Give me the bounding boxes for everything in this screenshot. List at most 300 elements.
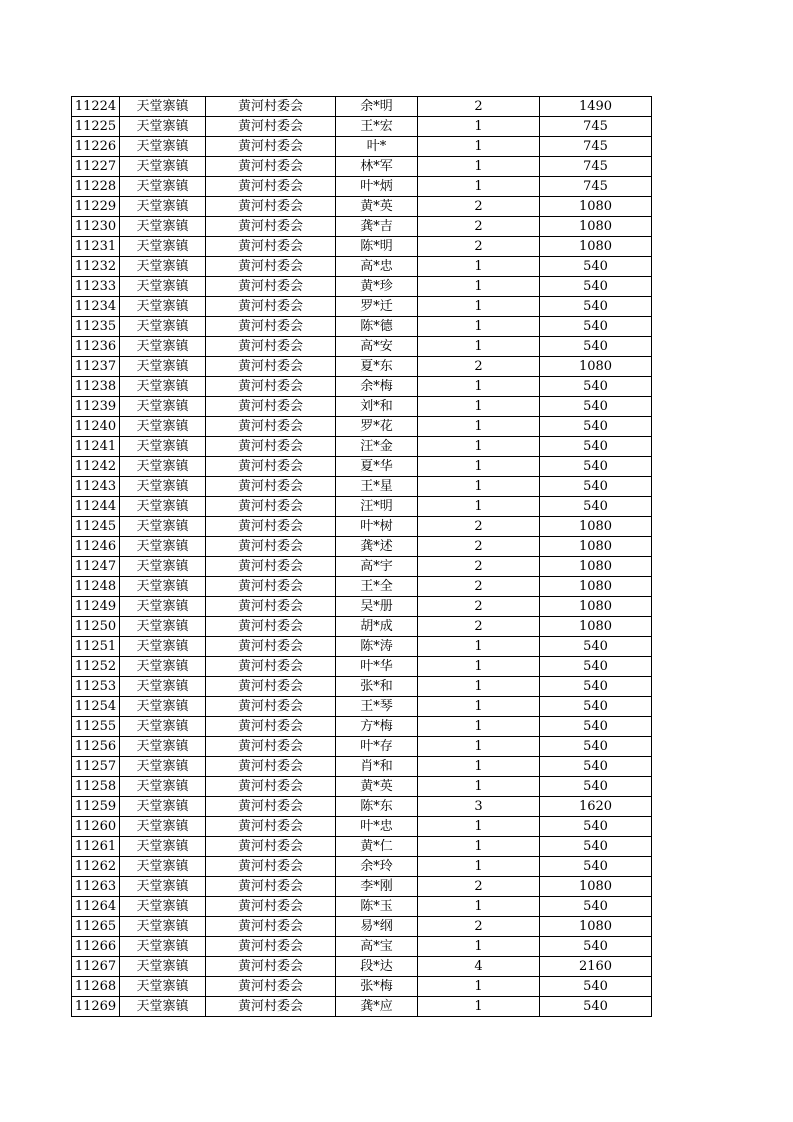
village-cell: 黄河村委会 [206,777,336,797]
amount-cell: 1080 [540,197,652,217]
village-cell: 黄河村委会 [206,497,336,517]
town-cell: 天堂寨镇 [120,977,206,997]
row-id-cell: 11226 [72,137,120,157]
count-cell: 1 [418,497,540,517]
row-id-cell: 11251 [72,637,120,657]
name-cell: 叶*华 [336,657,418,677]
amount-cell: 540 [540,657,652,677]
name-cell: 罗*花 [336,417,418,437]
amount-cell: 540 [540,457,652,477]
table-row [72,677,652,697]
village-cell: 黄河村委会 [206,177,336,197]
row-id-cell: 11250 [72,617,120,637]
row-id-cell: 11255 [72,717,120,737]
table-row [72,597,652,617]
village-cell: 黄河村委会 [206,377,336,397]
count-cell: 1 [418,177,540,197]
table-row [72,497,652,517]
town-cell: 天堂寨镇 [120,317,206,337]
amount-cell: 745 [540,177,652,197]
row-id-cell: 11234 [72,297,120,317]
amount-cell: 1080 [540,357,652,377]
count-cell: 1 [418,297,540,317]
name-cell: 黄*珍 [336,277,418,297]
table-row [72,977,652,997]
village-cell: 黄河村委会 [206,357,336,377]
amount-cell: 540 [540,697,652,717]
amount-cell: 1080 [540,577,652,597]
count-cell: 2 [418,517,540,537]
village-cell: 黄河村委会 [206,877,336,897]
town-cell: 天堂寨镇 [120,637,206,657]
row-id-cell: 11266 [72,937,120,957]
amount-cell: 1490 [540,97,652,117]
town-cell: 天堂寨镇 [120,417,206,437]
town-cell: 天堂寨镇 [120,617,206,637]
amount-cell: 540 [540,997,652,1017]
count-cell: 2 [418,237,540,257]
table-body [72,97,652,1017]
name-cell: 罗*迁 [336,297,418,317]
village-cell: 黄河村委会 [206,237,336,257]
town-cell: 天堂寨镇 [120,837,206,857]
village-cell: 黄河村委会 [206,817,336,837]
amount-cell: 540 [540,297,652,317]
row-id-cell: 11269 [72,997,120,1017]
name-cell: 陈*涛 [336,637,418,657]
count-cell: 1 [418,977,540,997]
name-cell: 叶*忠 [336,817,418,837]
count-cell: 1 [418,857,540,877]
amount-cell: 540 [540,717,652,737]
village-cell: 黄河村委会 [206,617,336,637]
table-row [72,237,652,257]
count-cell: 1 [418,657,540,677]
town-cell: 天堂寨镇 [120,377,206,397]
town-cell: 天堂寨镇 [120,497,206,517]
table-row [72,257,652,277]
count-cell: 1 [418,457,540,477]
row-id-cell: 11262 [72,857,120,877]
amount-cell: 1080 [540,617,652,637]
town-cell: 天堂寨镇 [120,117,206,137]
town-cell: 天堂寨镇 [120,437,206,457]
name-cell: 王*星 [336,477,418,497]
amount-cell: 1080 [540,237,652,257]
town-cell: 天堂寨镇 [120,877,206,897]
village-cell: 黄河村委会 [206,677,336,697]
table-row [72,397,652,417]
row-id-cell: 11227 [72,157,120,177]
count-cell: 1 [418,997,540,1017]
name-cell: 林*军 [336,157,418,177]
row-id-cell: 11237 [72,357,120,377]
count-cell: 2 [418,357,540,377]
table-row [72,177,652,197]
amount-cell: 1080 [540,217,652,237]
count-cell: 1 [418,157,540,177]
row-id-cell: 11256 [72,737,120,757]
count-cell: 2 [418,537,540,557]
name-cell: 高*宝 [336,937,418,957]
count-cell: 1 [418,817,540,837]
amount-cell: 540 [540,257,652,277]
table-row [72,377,652,397]
amount-cell: 540 [540,637,652,657]
count-cell: 2 [418,917,540,937]
name-cell: 王*宏 [336,117,418,137]
amount-cell: 540 [540,377,652,397]
village-cell: 黄河村委会 [206,857,336,877]
amount-cell: 540 [540,817,652,837]
table-row [72,557,652,577]
amount-cell: 540 [540,317,652,337]
town-cell: 天堂寨镇 [120,677,206,697]
amount-cell: 540 [540,897,652,917]
town-cell: 天堂寨镇 [120,937,206,957]
town-cell: 天堂寨镇 [120,817,206,837]
village-cell: 黄河村委会 [206,757,336,777]
name-cell: 易*纲 [336,917,418,937]
village-cell: 黄河村委会 [206,957,336,977]
village-cell: 黄河村委会 [206,797,336,817]
village-cell: 黄河村委会 [206,517,336,537]
count-cell: 3 [418,797,540,817]
row-id-cell: 11233 [72,277,120,297]
name-cell: 陈*德 [336,317,418,337]
count-cell: 2 [418,197,540,217]
village-cell: 黄河村委会 [206,217,336,237]
row-id-cell: 11242 [72,457,120,477]
town-cell: 天堂寨镇 [120,277,206,297]
table-row [72,577,652,597]
table-row [72,517,652,537]
amount-cell: 2160 [540,957,652,977]
amount-cell: 540 [540,677,652,697]
count-cell: 2 [418,557,540,577]
name-cell: 高*忠 [336,257,418,277]
name-cell: 夏*华 [336,457,418,477]
table-row [72,417,652,437]
row-id-cell: 11267 [72,957,120,977]
count-cell: 4 [418,957,540,977]
count-cell: 2 [418,617,540,637]
village-cell: 黄河村委会 [206,717,336,737]
name-cell: 王*全 [336,577,418,597]
town-cell: 天堂寨镇 [120,257,206,277]
village-cell: 黄河村委会 [206,557,336,577]
town-cell: 天堂寨镇 [120,477,206,497]
village-cell: 黄河村委会 [206,277,336,297]
name-cell: 陈*东 [336,797,418,817]
amount-cell: 1080 [540,517,652,537]
village-cell: 黄河村委会 [206,437,336,457]
village-cell: 黄河村委会 [206,477,336,497]
town-cell: 天堂寨镇 [120,97,206,117]
name-cell: 陈*明 [336,237,418,257]
table-row [72,717,652,737]
name-cell: 胡*成 [336,617,418,637]
row-id-cell: 11258 [72,777,120,797]
town-cell: 天堂寨镇 [120,737,206,757]
count-cell: 1 [418,117,540,137]
village-cell: 黄河村委会 [206,997,336,1017]
village-cell: 黄河村委会 [206,317,336,337]
amount-cell: 540 [540,837,652,857]
count-cell: 1 [418,937,540,957]
count-cell: 1 [418,337,540,357]
town-cell: 天堂寨镇 [120,997,206,1017]
name-cell: 肖*和 [336,757,418,777]
name-cell: 叶*炳 [336,177,418,197]
village-cell: 黄河村委会 [206,397,336,417]
table-row [72,197,652,217]
village-cell: 黄河村委会 [206,297,336,317]
name-cell: 高*宇 [336,557,418,577]
table-row [72,737,652,757]
town-cell: 天堂寨镇 [120,757,206,777]
row-id-cell: 11244 [72,497,120,517]
town-cell: 天堂寨镇 [120,337,206,357]
row-id-cell: 11229 [72,197,120,217]
name-cell: 李*刚 [336,877,418,897]
row-id-cell: 11260 [72,817,120,837]
row-id-cell: 11231 [72,237,120,257]
town-cell: 天堂寨镇 [120,657,206,677]
table-row [72,437,652,457]
name-cell: 王*琴 [336,697,418,717]
amount-cell: 540 [540,977,652,997]
count-cell: 1 [418,417,540,437]
town-cell: 天堂寨镇 [120,577,206,597]
name-cell: 余*明 [336,97,418,117]
town-cell: 天堂寨镇 [120,217,206,237]
town-cell: 天堂寨镇 [120,357,206,377]
row-id-cell: 11247 [72,557,120,577]
table-row [72,477,652,497]
row-id-cell: 11254 [72,697,120,717]
row-id-cell: 11230 [72,217,120,237]
amount-cell: 1080 [540,537,652,557]
table-row [72,857,652,877]
village-cell: 黄河村委会 [206,737,336,757]
amount-cell: 540 [540,497,652,517]
row-id-cell: 11268 [72,977,120,997]
name-cell: 龚*应 [336,997,418,1017]
table-row [72,837,652,857]
row-id-cell: 11239 [72,397,120,417]
name-cell: 高*安 [336,337,418,357]
town-cell: 天堂寨镇 [120,237,206,257]
name-cell: 叶*树 [336,517,418,537]
count-cell: 1 [418,777,540,797]
amount-cell: 745 [540,117,652,137]
table-row [72,697,652,717]
town-cell: 天堂寨镇 [120,537,206,557]
village-cell: 黄河村委会 [206,937,336,957]
name-cell: 叶* [336,137,418,157]
count-cell: 1 [418,277,540,297]
count-cell: 2 [418,577,540,597]
table-row [72,317,652,337]
table-row [72,917,652,937]
table-row [72,637,652,657]
row-id-cell: 11263 [72,877,120,897]
name-cell: 陈*玉 [336,897,418,917]
name-cell: 余*玲 [336,857,418,877]
name-cell: 方*梅 [336,717,418,737]
table-row [72,537,652,557]
town-cell: 天堂寨镇 [120,917,206,937]
row-id-cell: 11228 [72,177,120,197]
town-cell: 天堂寨镇 [120,397,206,417]
table-row [72,877,652,897]
name-cell: 黄*英 [336,197,418,217]
town-cell: 天堂寨镇 [120,137,206,157]
amount-cell: 1080 [540,877,652,897]
row-id-cell: 11236 [72,337,120,357]
name-cell: 余*梅 [336,377,418,397]
amount-cell: 540 [540,737,652,757]
village-cell: 黄河村委会 [206,577,336,597]
count-cell: 2 [418,597,540,617]
town-cell: 天堂寨镇 [120,177,206,197]
table-row [72,997,652,1017]
village-cell: 黄河村委会 [206,197,336,217]
count-cell: 2 [418,217,540,237]
town-cell: 天堂寨镇 [120,457,206,477]
count-cell: 1 [418,697,540,717]
row-id-cell: 11235 [72,317,120,337]
count-cell: 1 [418,757,540,777]
count-cell: 1 [418,377,540,397]
table-row [72,457,652,477]
table-row [72,777,652,797]
village-cell: 黄河村委会 [206,637,336,657]
name-cell: 张*梅 [336,977,418,997]
town-cell: 天堂寨镇 [120,957,206,977]
table-row [72,277,652,297]
table-row [72,117,652,137]
name-cell: 刘*和 [336,397,418,417]
row-id-cell: 11264 [72,897,120,917]
name-cell: 吴*册 [336,597,418,617]
row-id-cell: 11257 [72,757,120,777]
row-id-cell: 11259 [72,797,120,817]
table-row [72,97,652,117]
amount-cell: 745 [540,137,652,157]
village-cell: 黄河村委会 [206,417,336,437]
amount-cell: 540 [540,857,652,877]
amount-cell: 540 [540,417,652,437]
town-cell: 天堂寨镇 [120,197,206,217]
town-cell: 天堂寨镇 [120,717,206,737]
table-row [72,937,652,957]
name-cell: 夏*东 [336,357,418,377]
town-cell: 天堂寨镇 [120,777,206,797]
amount-cell: 540 [540,477,652,497]
town-cell: 天堂寨镇 [120,297,206,317]
village-cell: 黄河村委会 [206,97,336,117]
count-cell: 1 [418,437,540,457]
row-id-cell: 11248 [72,577,120,597]
count-cell: 1 [418,717,540,737]
village-cell: 黄河村委会 [206,837,336,857]
row-id-cell: 11225 [72,117,120,137]
table-row [72,957,652,977]
count-cell: 1 [418,837,540,857]
village-cell: 黄河村委会 [206,457,336,477]
row-id-cell: 11261 [72,837,120,857]
row-id-cell: 11240 [72,417,120,437]
row-id-cell: 11238 [72,377,120,397]
table-row [72,897,652,917]
village-cell: 黄河村委会 [206,157,336,177]
village-cell: 黄河村委会 [206,657,336,677]
name-cell: 黄*英 [336,777,418,797]
table-row [72,797,652,817]
count-cell: 1 [418,897,540,917]
row-id-cell: 11224 [72,97,120,117]
amount-cell: 1080 [540,597,652,617]
name-cell: 段*达 [336,957,418,977]
village-cell: 黄河村委会 [206,697,336,717]
village-cell: 黄河村委会 [206,977,336,997]
table-row [72,757,652,777]
name-cell: 龚*述 [336,537,418,557]
row-id-cell: 11243 [72,477,120,497]
name-cell: 龚*吉 [336,217,418,237]
amount-cell: 1080 [540,557,652,577]
row-id-cell: 11265 [72,917,120,937]
table-row [72,817,652,837]
village-cell: 黄河村委会 [206,257,336,277]
amount-cell: 745 [540,157,652,177]
table-row [72,217,652,237]
town-cell: 天堂寨镇 [120,157,206,177]
table-row [72,137,652,157]
row-id-cell: 11245 [72,517,120,537]
amount-cell: 540 [540,437,652,457]
town-cell: 天堂寨镇 [120,517,206,537]
count-cell: 1 [418,477,540,497]
name-cell: 黄*仁 [336,837,418,857]
row-id-cell: 11249 [72,597,120,617]
count-cell: 1 [418,637,540,657]
table-row [72,617,652,637]
village-cell: 黄河村委会 [206,917,336,937]
name-cell: 汪*明 [336,497,418,517]
table-row [72,337,652,357]
town-cell: 天堂寨镇 [120,557,206,577]
town-cell: 天堂寨镇 [120,797,206,817]
amount-cell: 540 [540,277,652,297]
amount-cell: 540 [540,757,652,777]
town-cell: 天堂寨镇 [120,697,206,717]
amount-cell: 1620 [540,797,652,817]
town-cell: 天堂寨镇 [120,597,206,617]
count-cell: 1 [418,737,540,757]
amount-cell: 540 [540,777,652,797]
name-cell: 叶*存 [336,737,418,757]
row-id-cell: 11241 [72,437,120,457]
count-cell: 1 [418,137,540,157]
town-cell: 天堂寨镇 [120,857,206,877]
row-id-cell: 11252 [72,657,120,677]
count-cell: 2 [418,97,540,117]
count-cell: 1 [418,677,540,697]
amount-cell: 1080 [540,917,652,937]
